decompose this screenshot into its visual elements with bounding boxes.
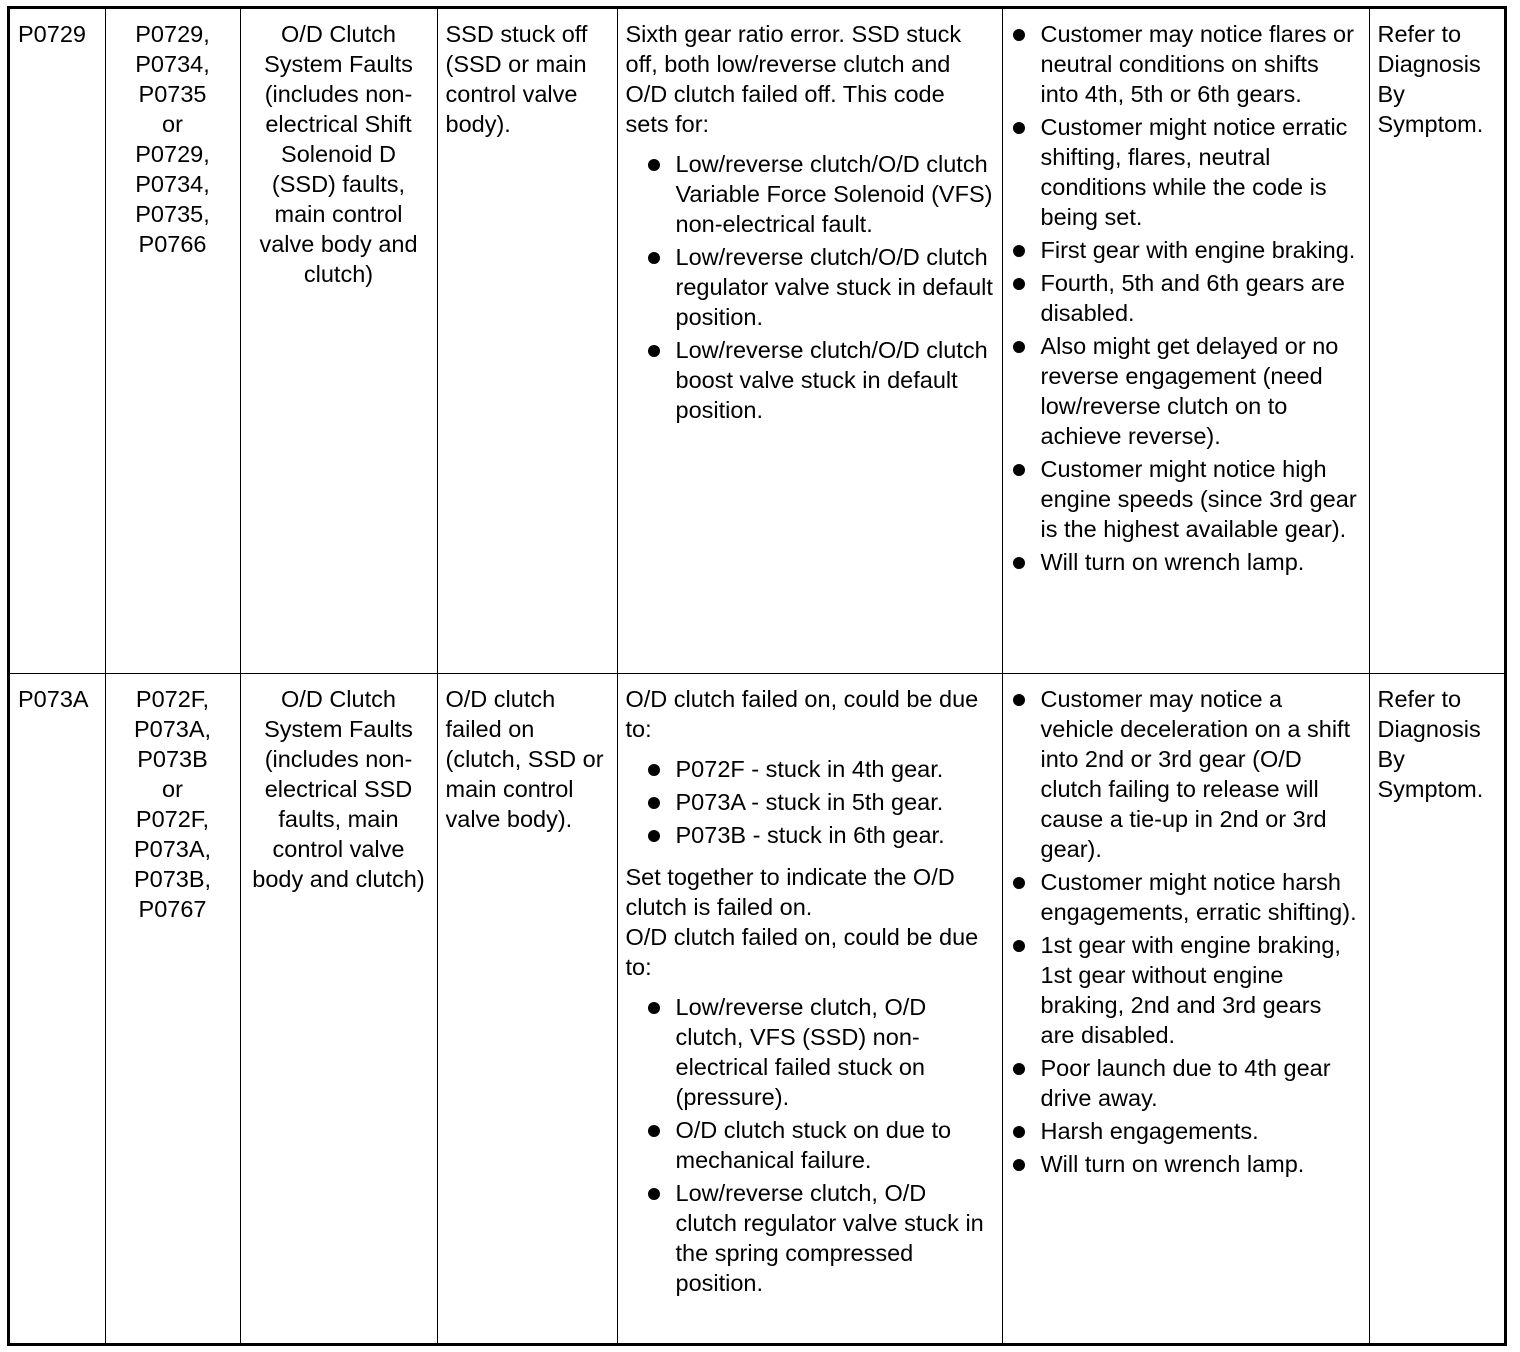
symptoms-cell (1002, 9, 1369, 673)
list-item: Poor launch due to 4th gear drive away. (1011, 1053, 1361, 1113)
cause-cell (617, 9, 1002, 673)
list-item: Customer might notice high engine speeds (since 3rd gear is the highest available gear). (1011, 454, 1361, 544)
list-item: Also might get delayed or no reverse engagement (need low/reverse clutch on to achieve reverse). (1011, 331, 1361, 451)
symptom-list (1011, 684, 1361, 1179)
cause-list (646, 754, 994, 850)
list-item: Low/reverse clutch, O/D clutch, VFS (SSD) non-electrical failed stuck on (pressure). (646, 992, 994, 1112)
symptoms-cell (1002, 673, 1369, 1343)
action-text: Refer to Diagnosis By Symptom. (1377, 685, 1484, 802)
related-code: P073B (137, 745, 208, 772)
dtc-code: P073A (18, 685, 89, 712)
cause-note: O/D clutch failed on, could be due to: (625, 923, 979, 980)
list-item: P072F - stuck in 4th gear. (646, 754, 994, 784)
cause-note: Set together to indicate the O/D clutch is failed on. (625, 863, 955, 920)
cause-list (646, 992, 994, 1298)
list-item: Will turn on wrench lamp. (1011, 1149, 1361, 1179)
fault-description: O/D Clutch System Faults (includes non-electrical Shift Solenoid D (SSD) faults, main control valve body and clutch) (259, 21, 418, 287)
description-cell (240, 673, 437, 1343)
dtc-cell (10, 9, 105, 673)
dtc-table (10, 9, 1504, 1343)
list-item: First gear with engine braking. (1011, 235, 1361, 265)
related-code: or (162, 775, 183, 802)
related-code: P0729, (135, 21, 210, 47)
list-item: Harsh engagements. (1011, 1116, 1361, 1146)
list-item: Low/reverse clutch/O/D clutch Variable Force Solenoid (VFS) non-electrical fault. (646, 149, 994, 239)
condition-cell (437, 9, 617, 673)
fault-description: O/D Clutch System Faults (includes non-electrical SSD faults, main control valve body and clutch) (252, 685, 425, 892)
cause-list (646, 149, 994, 425)
condition-cell (437, 673, 617, 1343)
related-codes-cell (105, 673, 240, 1343)
related-code: P0734, (135, 51, 210, 77)
fault-condition: O/D clutch failed on (clutch, SSD or main control valve body). (445, 685, 604, 832)
related-codes-cell (105, 9, 240, 673)
symptom-list (1011, 19, 1361, 577)
list-item: Fourth, 5th and 6th gears are disabled. (1011, 268, 1361, 328)
list-item: P073A - stuck in 5th gear. (646, 787, 994, 817)
related-code: or (162, 111, 183, 137)
list-item: Customer may notice flares or neutral conditions on shifts into 4th, 5th or 6th gears. (1011, 19, 1361, 109)
list-item: Low/reverse clutch/O/D clutch regulator valve stuck in default position. (646, 242, 994, 332)
list-item: O/D clutch stuck on due to mechanical failure. (646, 1115, 994, 1175)
related-code: P0735 (138, 81, 207, 107)
table-row (10, 9, 1504, 673)
action-cell (1369, 9, 1504, 673)
related-code: P072F, (135, 805, 210, 832)
action-cell (1369, 673, 1504, 1343)
related-code: P0735, (135, 201, 210, 227)
list-item: P073B - stuck in 6th gear. (646, 820, 994, 850)
related-code: P072F, (135, 685, 210, 712)
dtc-cell (10, 673, 105, 1343)
related-code: P0734, (135, 171, 210, 197)
list-item: Customer may notice a vehicle deceleration on a shift into 2nd or 3rd gear (O/D clutch failing to release will cause a tie-up in 2nd or 3rd gear). (1011, 684, 1361, 864)
action-text: Refer to Diagnosis By Symptom. (1377, 21, 1484, 137)
list-item: Customer might notice harsh engagements, erratic shifting). (1011, 867, 1361, 927)
list-item: 1st gear with engine braking, 1st gear without engine braking, 2nd and 3rd gears are disabled. (1011, 930, 1361, 1050)
related-code: P0767 (138, 895, 207, 922)
related-code: P0766 (138, 231, 207, 257)
related-code: P0729, (135, 141, 210, 167)
table-row (10, 673, 1504, 1343)
fault-condition: SSD stuck off (SSD or main control valve body). (445, 21, 588, 137)
list-item: Low/reverse clutch, O/D clutch regulator valve stuck in the spring compressed position. (646, 1178, 994, 1298)
description-cell (240, 9, 437, 673)
list-item: Low/reverse clutch/O/D clutch boost valve stuck in default position. (646, 335, 994, 425)
list-item: Customer might notice erratic shifting, flares, neutral conditions while the code is being set. (1011, 112, 1361, 232)
related-code: P073B, (133, 865, 212, 892)
related-code: P073A, (133, 835, 212, 862)
list-item: Will turn on wrench lamp. (1011, 547, 1361, 577)
cause-intro: Sixth gear ratio error. SSD stuck off, both low/reverse clutch and O/D clutch failed off. This code sets for: (625, 21, 962, 137)
related-code: P073A, (133, 715, 212, 742)
cause-intro: O/D clutch failed on, could be due to: (625, 685, 979, 742)
dtc-table-frame (7, 6, 1507, 1346)
cause-cell (617, 673, 1002, 1343)
dtc-code: P0729 (18, 21, 86, 47)
